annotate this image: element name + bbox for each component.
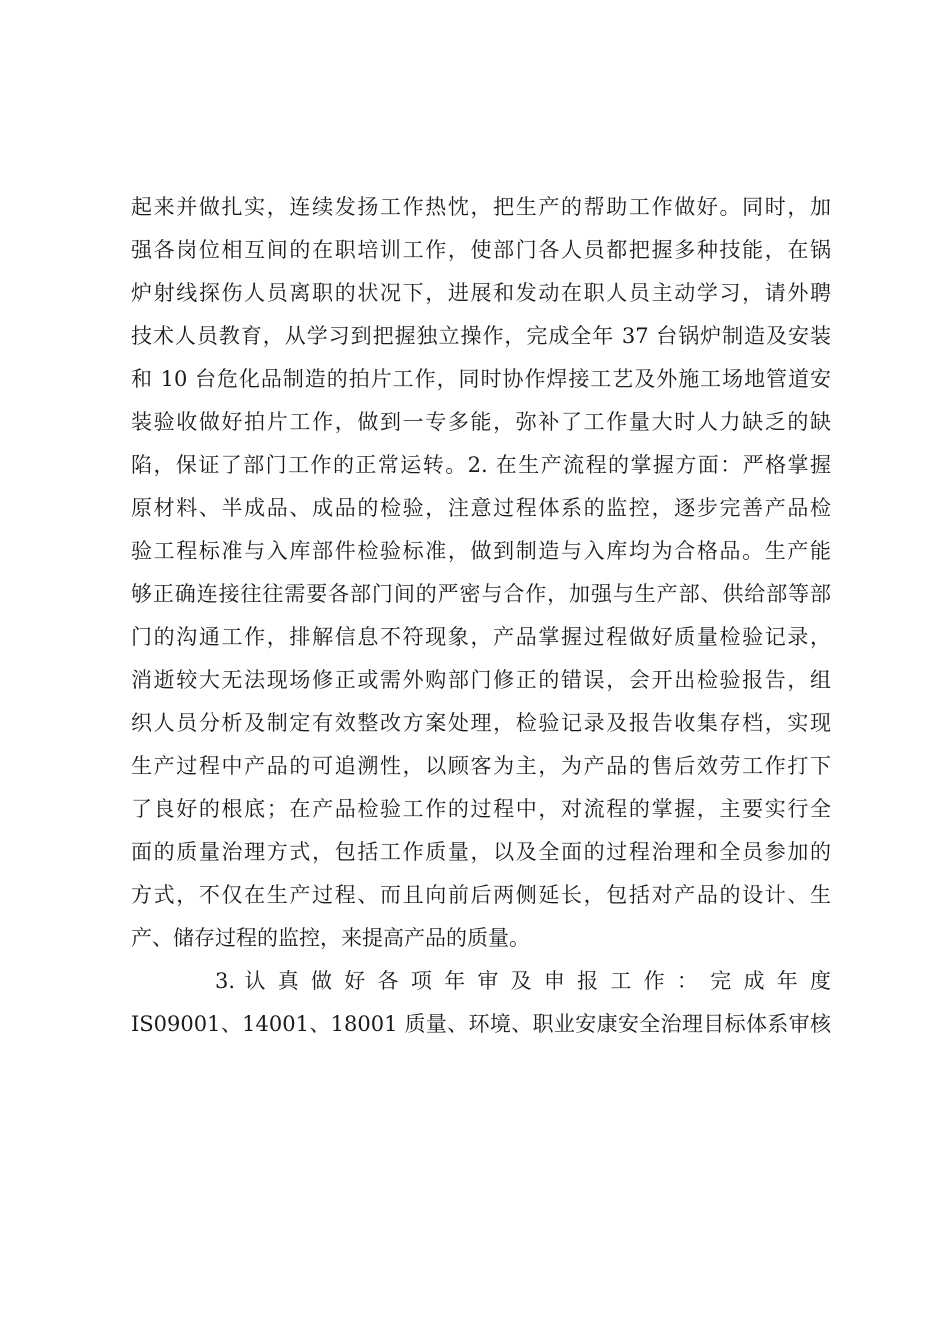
text-line: 原材料、半成品、成品的检验，注意过程体系的监控，逐步完善产品检: [131, 496, 831, 520]
text-line: 了良好的根底；在产品检验工作的过程中，对流程的掌握，主要实行全: [131, 797, 831, 821]
text-line: 技术人员教育，从学习到把握独立操作，完成全年 37 台锅炉制造及安装: [131, 324, 831, 348]
text-line: 面的质量治理方式，包括工作质量，以及全面的过程治理和全员参加的: [131, 840, 831, 864]
text-line: 方式，不仅在生产过程、而且向前后两侧延长，包括对产品的设计、生: [131, 883, 831, 907]
text-line: 和 10 台危化品制造的拍片工作，同时协作焊接工艺及外施工场地管道安: [131, 367, 831, 391]
text-line: 产、储存过程的监控，来提高产品的质量。: [131, 926, 530, 950]
text-line: 起来并做扎实，连续发扬工作热忱，把生产的帮助工作做好。同时，加: [131, 195, 831, 219]
text-line: 门的沟通工作，排解信息不符现象，产品掌握过程做好质量检验记录，: [131, 625, 831, 649]
text-line: IS09001、14001、18001 质量、环境、职业安康安全治理目标体系审核: [131, 1012, 831, 1036]
text-line: 够正确连接往往需要各部门间的严密与合作，加强与生产部、供给部等部: [131, 582, 831, 606]
text-line: 陷，保证了部门工作的正常运转。2. 在生产流程的掌握方面：严格掌握: [131, 453, 831, 477]
text-line: 消逝较大无法现场修正或需外购部门修正的错误，会开出检验报告，组: [131, 668, 831, 692]
body-text: [131, 186, 831, 1046]
text-line: 装验收做好拍片工作，做到一专多能，弥补了工作量大时人力缺乏的缺: [131, 410, 831, 434]
text-line: 验工程标准与入库部件检验标准，做到制造与入库均为合格品。生产能: [131, 539, 831, 563]
section-heading-line: 3. 认 真 做 好 各 项 年 审 及 申 报 工 作 ： 完 成 年 度: [215, 969, 831, 993]
text-line: 炉射线探伤人员离职的状况下，进展和发动在职人员主动学习，请外聘: [131, 281, 831, 305]
text-line: 织人员分析及制定有效整改方案处理，检验记录及报告收集存档，实现: [131, 711, 831, 735]
text-line: 强各岗位相互间的在职培训工作，使部门各人员都把握多种技能，在锅: [131, 238, 831, 262]
text-line: 生产过程中产品的可追溯性，以顾客为主，为产品的售后效劳工作打下: [131, 754, 831, 778]
